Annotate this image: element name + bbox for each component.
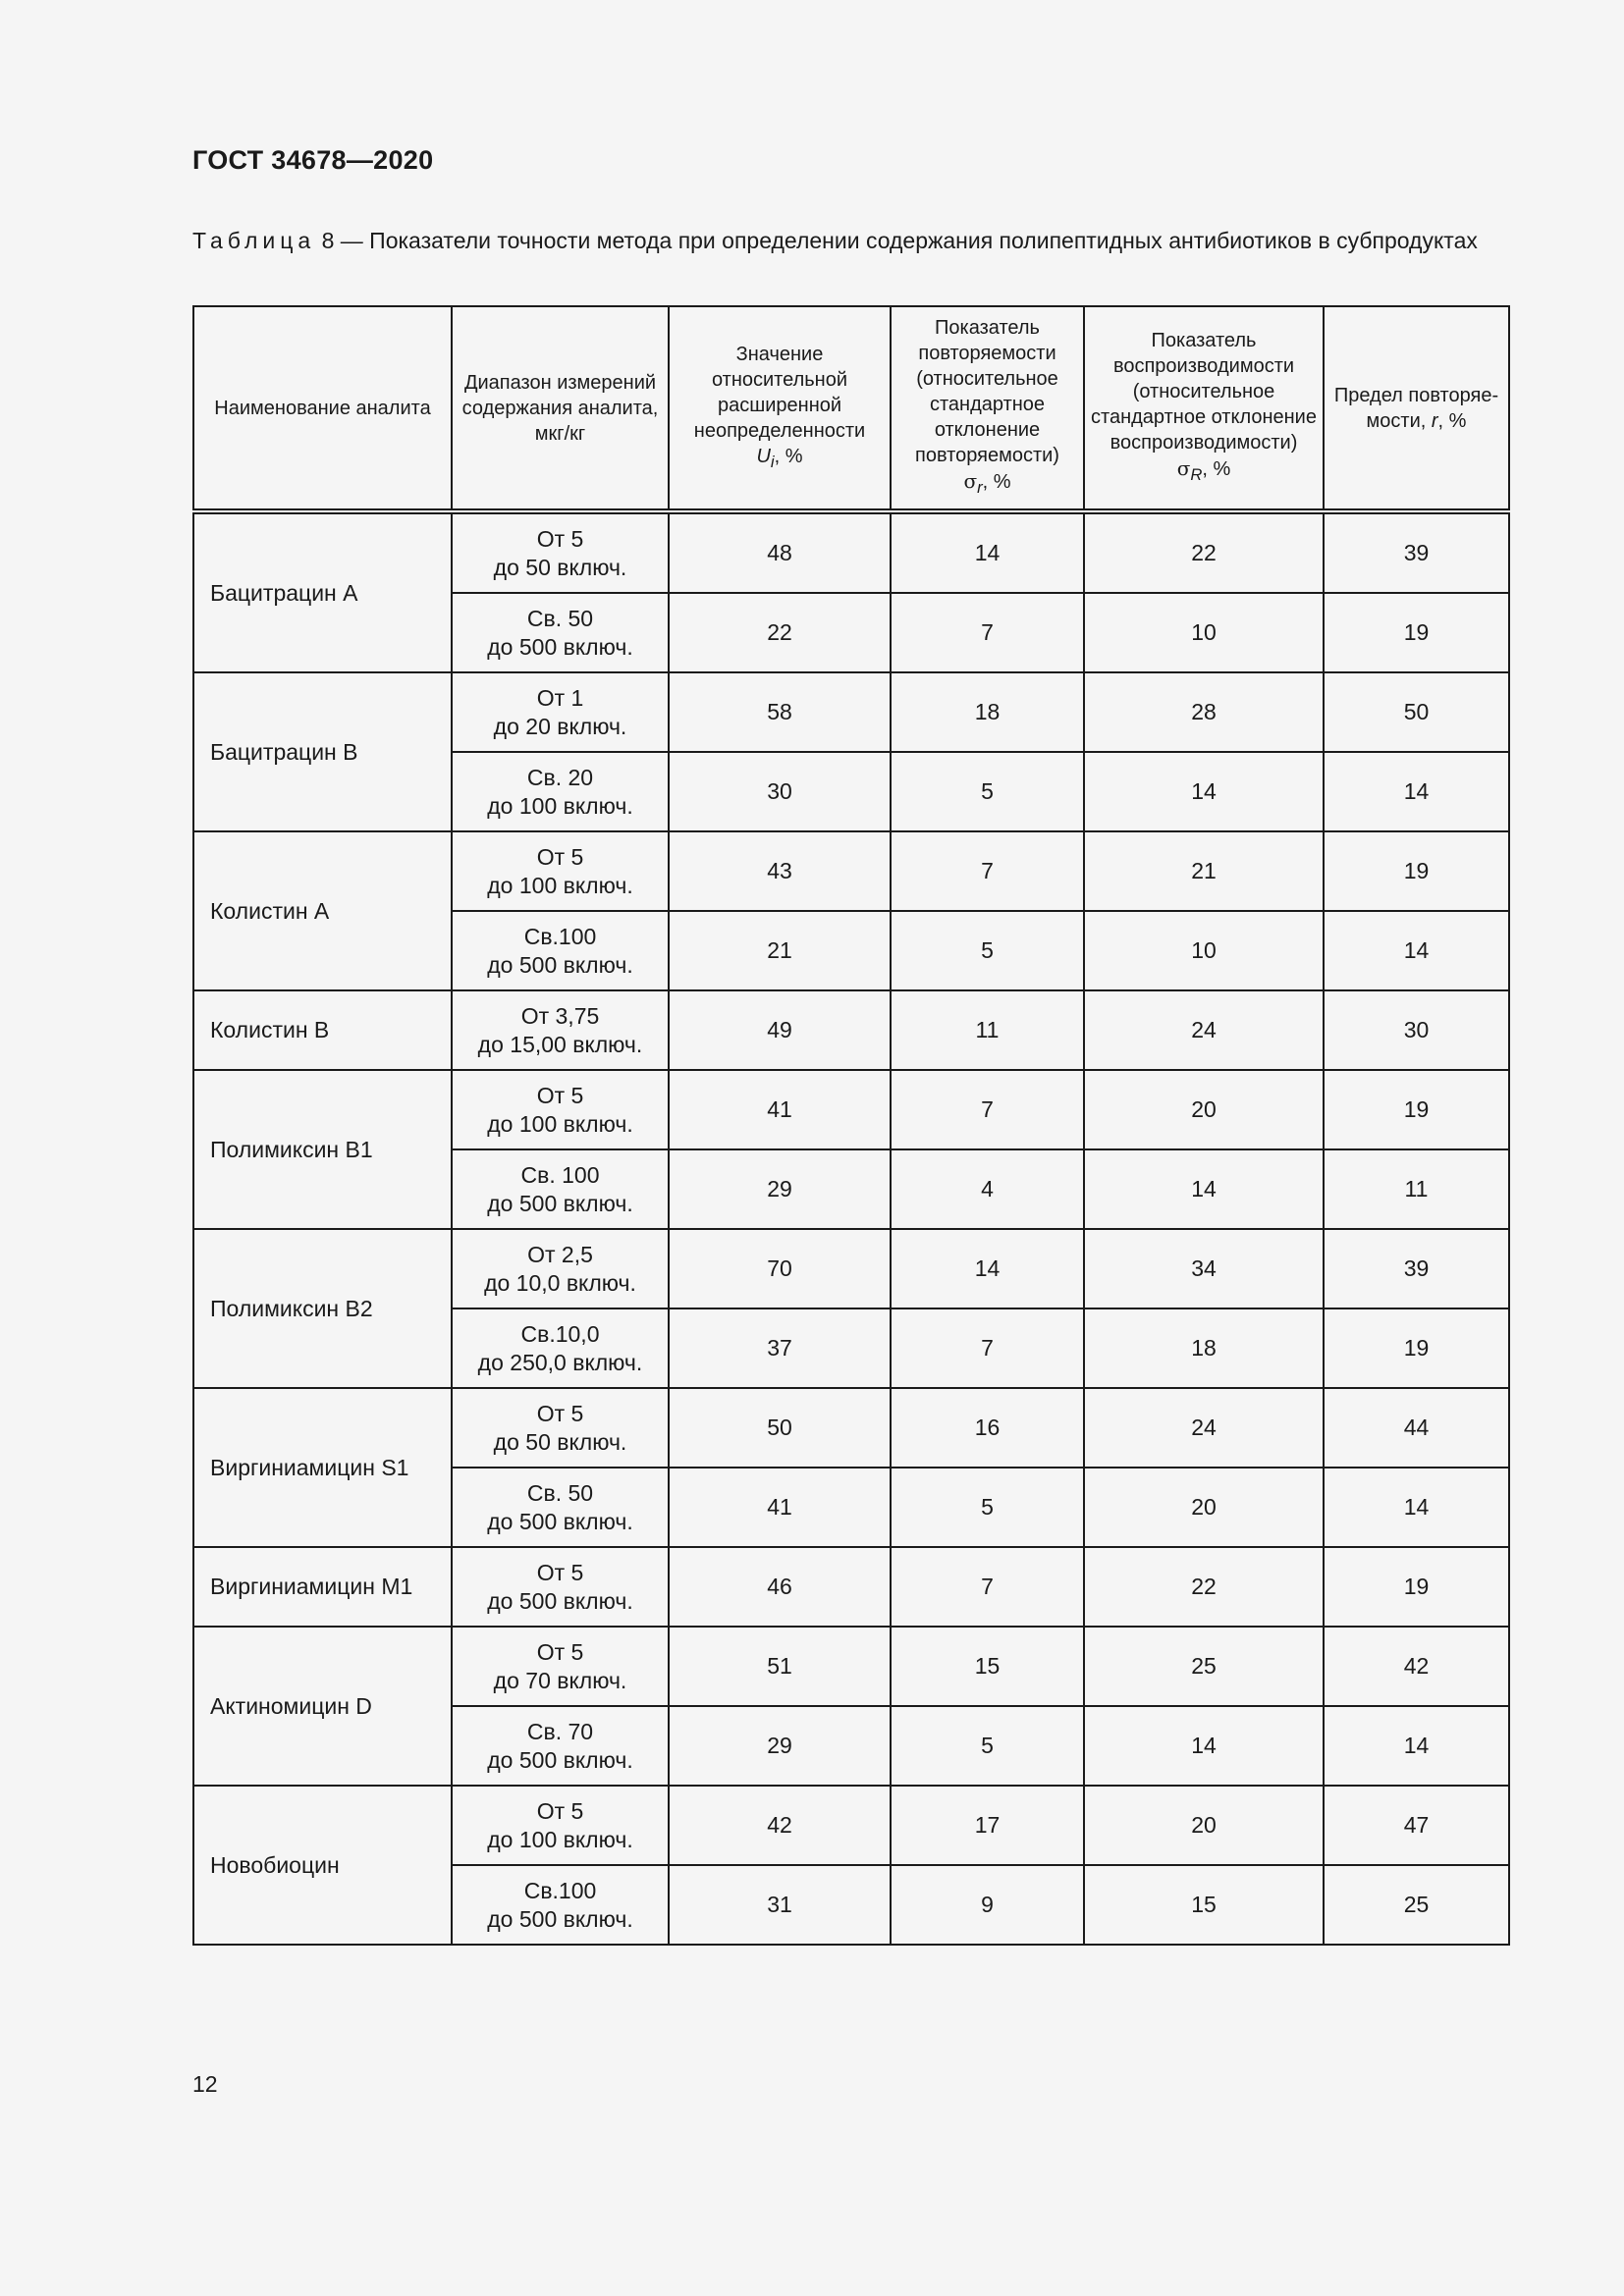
analyte-name: Бацитрацин А — [193, 511, 452, 672]
measurement-range: От 5 до 100 включ. — [452, 831, 669, 911]
uncertainty-value: 51 — [669, 1627, 891, 1706]
measurement-range: От 5 до 100 включ. — [452, 1786, 669, 1865]
measurement-range: Св.100 до 500 включ. — [452, 911, 669, 990]
repeatability-limit-value: 19 — [1324, 1070, 1509, 1149]
uncertainty-value: 42 — [669, 1786, 891, 1865]
analyte-name: Полимиксин В1 — [193, 1070, 452, 1229]
uncertainty-value: 22 — [669, 593, 891, 672]
measurement-range: От 5 до 100 включ. — [452, 1070, 669, 1149]
reproducibility-value: 15 — [1084, 1865, 1324, 1945]
header-repeatability-limit: Предел повторяе-мости, r, % — [1324, 306, 1509, 511]
table-row — [193, 1388, 1509, 1468]
measurement-range: Св.100 до 500 включ. — [452, 1865, 669, 1945]
table-row — [193, 1229, 1509, 1308]
repeatability-value: 7 — [891, 593, 1084, 672]
uncertainty-value: 29 — [669, 1706, 891, 1786]
table-row — [193, 672, 1509, 752]
analyte-name: Актиномицин D — [193, 1627, 452, 1786]
measurement-range: Св. 100 до 500 включ. — [452, 1149, 669, 1229]
repeatability-limit-value: 50 — [1324, 672, 1509, 752]
reproducibility-value: 14 — [1084, 1706, 1324, 1786]
table-header-row — [193, 306, 1509, 511]
analyte-name: Новобиоцин — [193, 1786, 452, 1945]
reproducibility-value: 20 — [1084, 1070, 1324, 1149]
repeatability-value: 14 — [891, 511, 1084, 593]
reproducibility-value: 20 — [1084, 1468, 1324, 1547]
measurement-range: Св.10,0 до 250,0 включ. — [452, 1308, 669, 1388]
reproducibility-value: 34 — [1084, 1229, 1324, 1308]
uncertainty-value: 41 — [669, 1468, 891, 1547]
measurement-range: От 5 до 500 включ. — [452, 1547, 669, 1627]
uncertainty-value: 37 — [669, 1308, 891, 1388]
repeatability-limit-value: 19 — [1324, 1547, 1509, 1627]
measurement-range: От 1 до 20 включ. — [452, 672, 669, 752]
repeatability-value: 11 — [891, 990, 1084, 1070]
repeatability-limit-value: 19 — [1324, 831, 1509, 911]
uncertainty-value: 31 — [669, 1865, 891, 1945]
reproducibility-value: 22 — [1084, 511, 1324, 593]
uncertainty-value: 29 — [669, 1149, 891, 1229]
reproducibility-value: 25 — [1084, 1627, 1324, 1706]
repeatability-limit-value: 39 — [1324, 511, 1509, 593]
page-number: 12 — [192, 2071, 218, 2097]
repeatability-value: 7 — [891, 831, 1084, 911]
repeatability-limit-value: 25 — [1324, 1865, 1509, 1945]
measurement-range: Св. 20 до 100 включ. — [452, 752, 669, 831]
caption-number: 8 — [321, 228, 335, 253]
measurement-range: От 5 до 50 включ. — [452, 511, 669, 593]
repeatability-value: 7 — [891, 1070, 1084, 1149]
reproducibility-value: 22 — [1084, 1547, 1324, 1627]
repeatability-limit-value: 42 — [1324, 1627, 1509, 1706]
uncertainty-value: 70 — [669, 1229, 891, 1308]
reproducibility-value: 14 — [1084, 1149, 1324, 1229]
caption-text: Показатели точности метода при определении содержания полипептидных антибиотиков в субпродуктах — [369, 228, 1478, 253]
table-caption — [192, 226, 1508, 255]
repeatability-value: 9 — [891, 1865, 1084, 1945]
header-reproducibility-index: Показатель воспроизводимости (относительное стандартное отклонение воспроизводимости) $\sigma_R$, % — [1084, 306, 1324, 511]
uncertainty-value: 30 — [669, 752, 891, 831]
repeatability-value: 5 — [891, 911, 1084, 990]
measurement-range: От 2,5 до 10,0 включ. — [452, 1229, 669, 1308]
reproducibility-value: 20 — [1084, 1786, 1324, 1865]
uncertainty-value: 50 — [669, 1388, 891, 1468]
table-row — [193, 1786, 1509, 1865]
repeatability-limit-value: 14 — [1324, 1706, 1509, 1786]
document-header: ГОСТ 34678—2020 — [192, 145, 434, 175]
header-repeatability-index: Показатель повторяемости (относительное стандартное отклонение повторяемости) $\sigma_r$, % — [891, 306, 1084, 511]
repeatability-value: 14 — [891, 1229, 1084, 1308]
measurement-range: Св. 50 до 500 включ. — [452, 593, 669, 672]
reproducibility-value: 18 — [1084, 1308, 1324, 1388]
repeatability-limit-value: 30 — [1324, 990, 1509, 1070]
repeatability-limit-value: 39 — [1324, 1229, 1509, 1308]
reproducibility-value: 10 — [1084, 593, 1324, 672]
repeatability-limit-value: 14 — [1324, 911, 1509, 990]
table-row — [193, 511, 1509, 593]
repeatability-limit-value: 19 — [1324, 593, 1509, 672]
repeatability-value: 15 — [891, 1627, 1084, 1706]
repeatability-limit-value: 44 — [1324, 1388, 1509, 1468]
repeatability-value: 5 — [891, 752, 1084, 831]
header-analyte-name: Наименование аналита — [193, 306, 452, 511]
reproducibility-value: 28 — [1084, 672, 1324, 752]
uncertainty-value: 58 — [669, 672, 891, 752]
analyte-name: Виргиниамицин М1 — [193, 1547, 452, 1627]
measurement-range: Св. 50 до 500 включ. — [452, 1468, 669, 1547]
table-row — [193, 1627, 1509, 1706]
table-row — [193, 831, 1509, 911]
caption-label: Таблица — [192, 228, 316, 253]
reproducibility-value: 10 — [1084, 911, 1324, 990]
header-measurement-range: Диапазон измерений содержания аналита, мкг/кг — [452, 306, 669, 511]
table-row — [193, 1547, 1509, 1627]
measurement-range: Св. 70 до 500 включ. — [452, 1706, 669, 1786]
repeatability-value: 5 — [891, 1468, 1084, 1547]
repeatability-value: 17 — [891, 1786, 1084, 1865]
repeatability-limit-value: 19 — [1324, 1308, 1509, 1388]
analyte-name: Бацитрацин В — [193, 672, 452, 831]
table-row — [193, 1070, 1509, 1149]
reproducibility-value: 21 — [1084, 831, 1324, 911]
repeatability-value: 18 — [891, 672, 1084, 752]
reproducibility-value: 14 — [1084, 752, 1324, 831]
uncertainty-value: 43 — [669, 831, 891, 911]
analyte-name: Виргиниамицин S1 — [193, 1388, 452, 1547]
table-body — [193, 511, 1509, 1945]
repeatability-value: 5 — [891, 1706, 1084, 1786]
caption-dash: — — [340, 228, 363, 253]
accuracy-table — [192, 305, 1510, 1946]
measurement-range: От 3,75 до 15,00 включ. — [452, 990, 669, 1070]
repeatability-limit-value: 11 — [1324, 1149, 1509, 1229]
analyte-name: Колистин А — [193, 831, 452, 990]
repeatability-value: 7 — [891, 1308, 1084, 1388]
measurement-range: От 5 до 50 включ. — [452, 1388, 669, 1468]
reproducibility-value: 24 — [1084, 1388, 1324, 1468]
repeatability-limit-value: 47 — [1324, 1786, 1509, 1865]
repeatability-value: 4 — [891, 1149, 1084, 1229]
analyte-name: Полимиксин В2 — [193, 1229, 452, 1388]
measurement-range: От 5 до 70 включ. — [452, 1627, 669, 1706]
uncertainty-value: 21 — [669, 911, 891, 990]
uncertainty-value: 49 — [669, 990, 891, 1070]
repeatability-limit-value: 14 — [1324, 1468, 1509, 1547]
repeatability-limit-value: 14 — [1324, 752, 1509, 831]
analyte-name: Колистин В — [193, 990, 452, 1070]
table-row — [193, 990, 1509, 1070]
header-expanded-uncertainty: Значение относительной расширенной неопределенности $U_i$, % — [669, 306, 891, 511]
uncertainty-value: 41 — [669, 1070, 891, 1149]
repeatability-value: 7 — [891, 1547, 1084, 1627]
uncertainty-value: 48 — [669, 511, 891, 593]
repeatability-value: 16 — [891, 1388, 1084, 1468]
uncertainty-value: 46 — [669, 1547, 891, 1627]
reproducibility-value: 24 — [1084, 990, 1324, 1070]
